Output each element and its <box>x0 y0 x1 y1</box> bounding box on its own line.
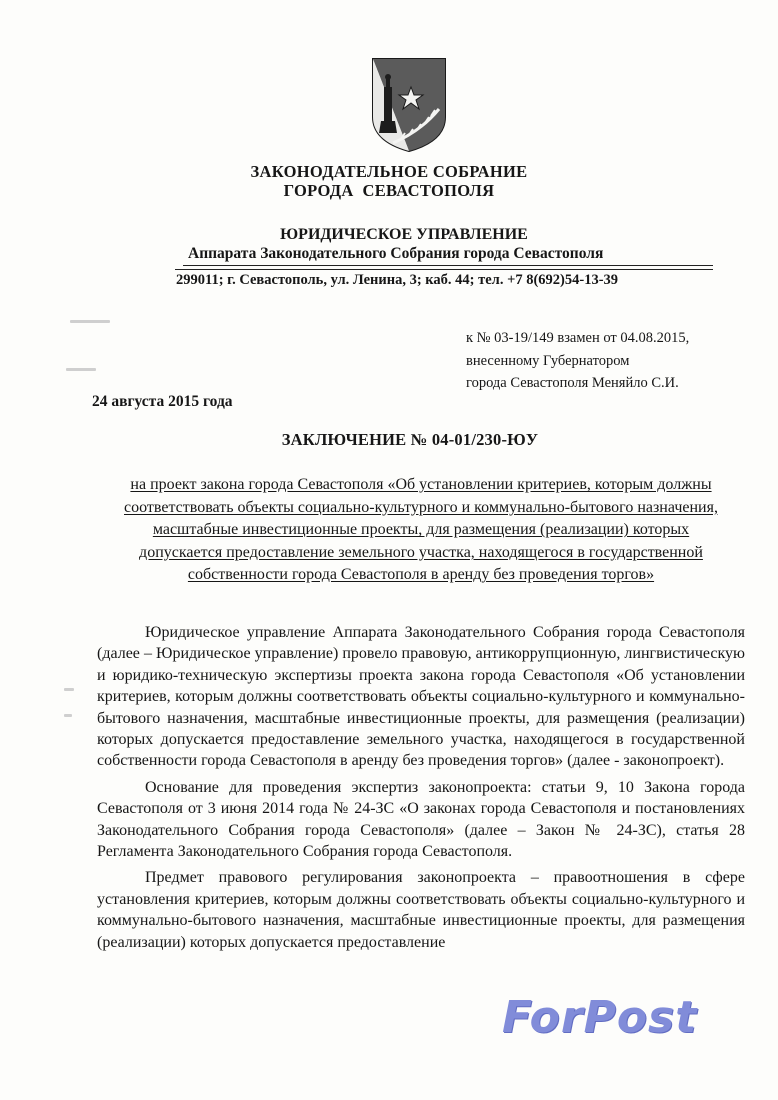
scan-speck <box>64 688 74 691</box>
reference-block <box>466 327 689 395</box>
body-paragraph: Предмет правового регулирования законопроекта – правоотношения в сфере установления критериев, которым должны соответствовать объекты социально-культурного и коммунально-бытового назначения, масштабные инвестиционные проекты, для размещения (реализации) которых допускается предоставление <box>97 869 745 951</box>
reference-line: внесенному Губернатором <box>466 352 630 369</box>
header-rule-thick <box>183 265 713 266</box>
reference-line: к № 03-19/149 взамен от 04.08.2015, <box>466 330 690 346</box>
document-title: ЗАКЛЮЧЕНИЕ № 04-01/230-ЮУ <box>281 430 539 449</box>
org-name-line2: ГОРОДА СЕВАСТОПОЛЯ <box>283 181 495 200</box>
header-rule-thin <box>175 269 713 270</box>
sevastopol-coat-of-arms-icon <box>371 57 447 153</box>
address-line: 299011; г. Севастополь, ул. Ленина, 3; каб. 44; тел. +7 8(692)54-13-39 <box>176 272 619 288</box>
org-name-line1: ЗАКОНОДАТЕЛЬНОЕ СОБРАНИЕ <box>250 162 528 181</box>
reference-line: города Севастополя Меняйло С.И. <box>466 375 679 391</box>
scan-speck <box>70 320 110 323</box>
document-date: 24 августа 2015 года <box>92 393 233 410</box>
department-title: ЮРИДИЧЕСКОЕ УПРАВЛЕНИЕ <box>280 226 528 243</box>
body-paragraph: Юридическое управление Аппарата Законодательного Собрания города Севастополя (далее – Юридическое управление) провело правовую, антикоррупционную, лингвистическую и юридико-техническую экспертизы проекта закона города Севастополя «Об установлении критериев, которым должны соответствовать объекты социально-культурного и коммунально-бытового назначения, масштабные инвестиционные проекты, для размещения (реализации) которых допускается предоставление земельного участка, находящегося в государственной собственности города Севастополя в аренду без проведения торгов» (далее - законопроект). <box>97 624 745 770</box>
subject-text: на проект закона города Севастополя «Об установлении критериев, которым должны соответствовать объекты социально-культурного и коммунально-бытового назначения, масштабные инвестиционные проекты, для размещения (реализации) которых допускается предоставление земельного участка, находящегося в государственной собственности города Севастополя в аренду без проведения торгов» <box>124 476 718 584</box>
scan-speck <box>64 714 72 717</box>
document-subject <box>112 474 730 587</box>
body-paragraph: Основание для проведения экспертиз законопроекта: статьи 9, 10 Закона города Севастополя от 3 июня 2014 года № 24-ЗС «О законах города Севастополя и постановлениях Законодательного Собрания города Севастополя» (далее – Закон № 24-ЗС), статья 28 Регламента Законодательного Собрания города Севастополя. <box>97 778 745 861</box>
forpost-watermark: ForPost <box>502 992 698 1043</box>
department-subtitle: Аппарата Законодательного Собрания города Севастополя <box>188 245 604 262</box>
scan-speck <box>66 368 96 371</box>
document-body <box>97 622 745 958</box>
